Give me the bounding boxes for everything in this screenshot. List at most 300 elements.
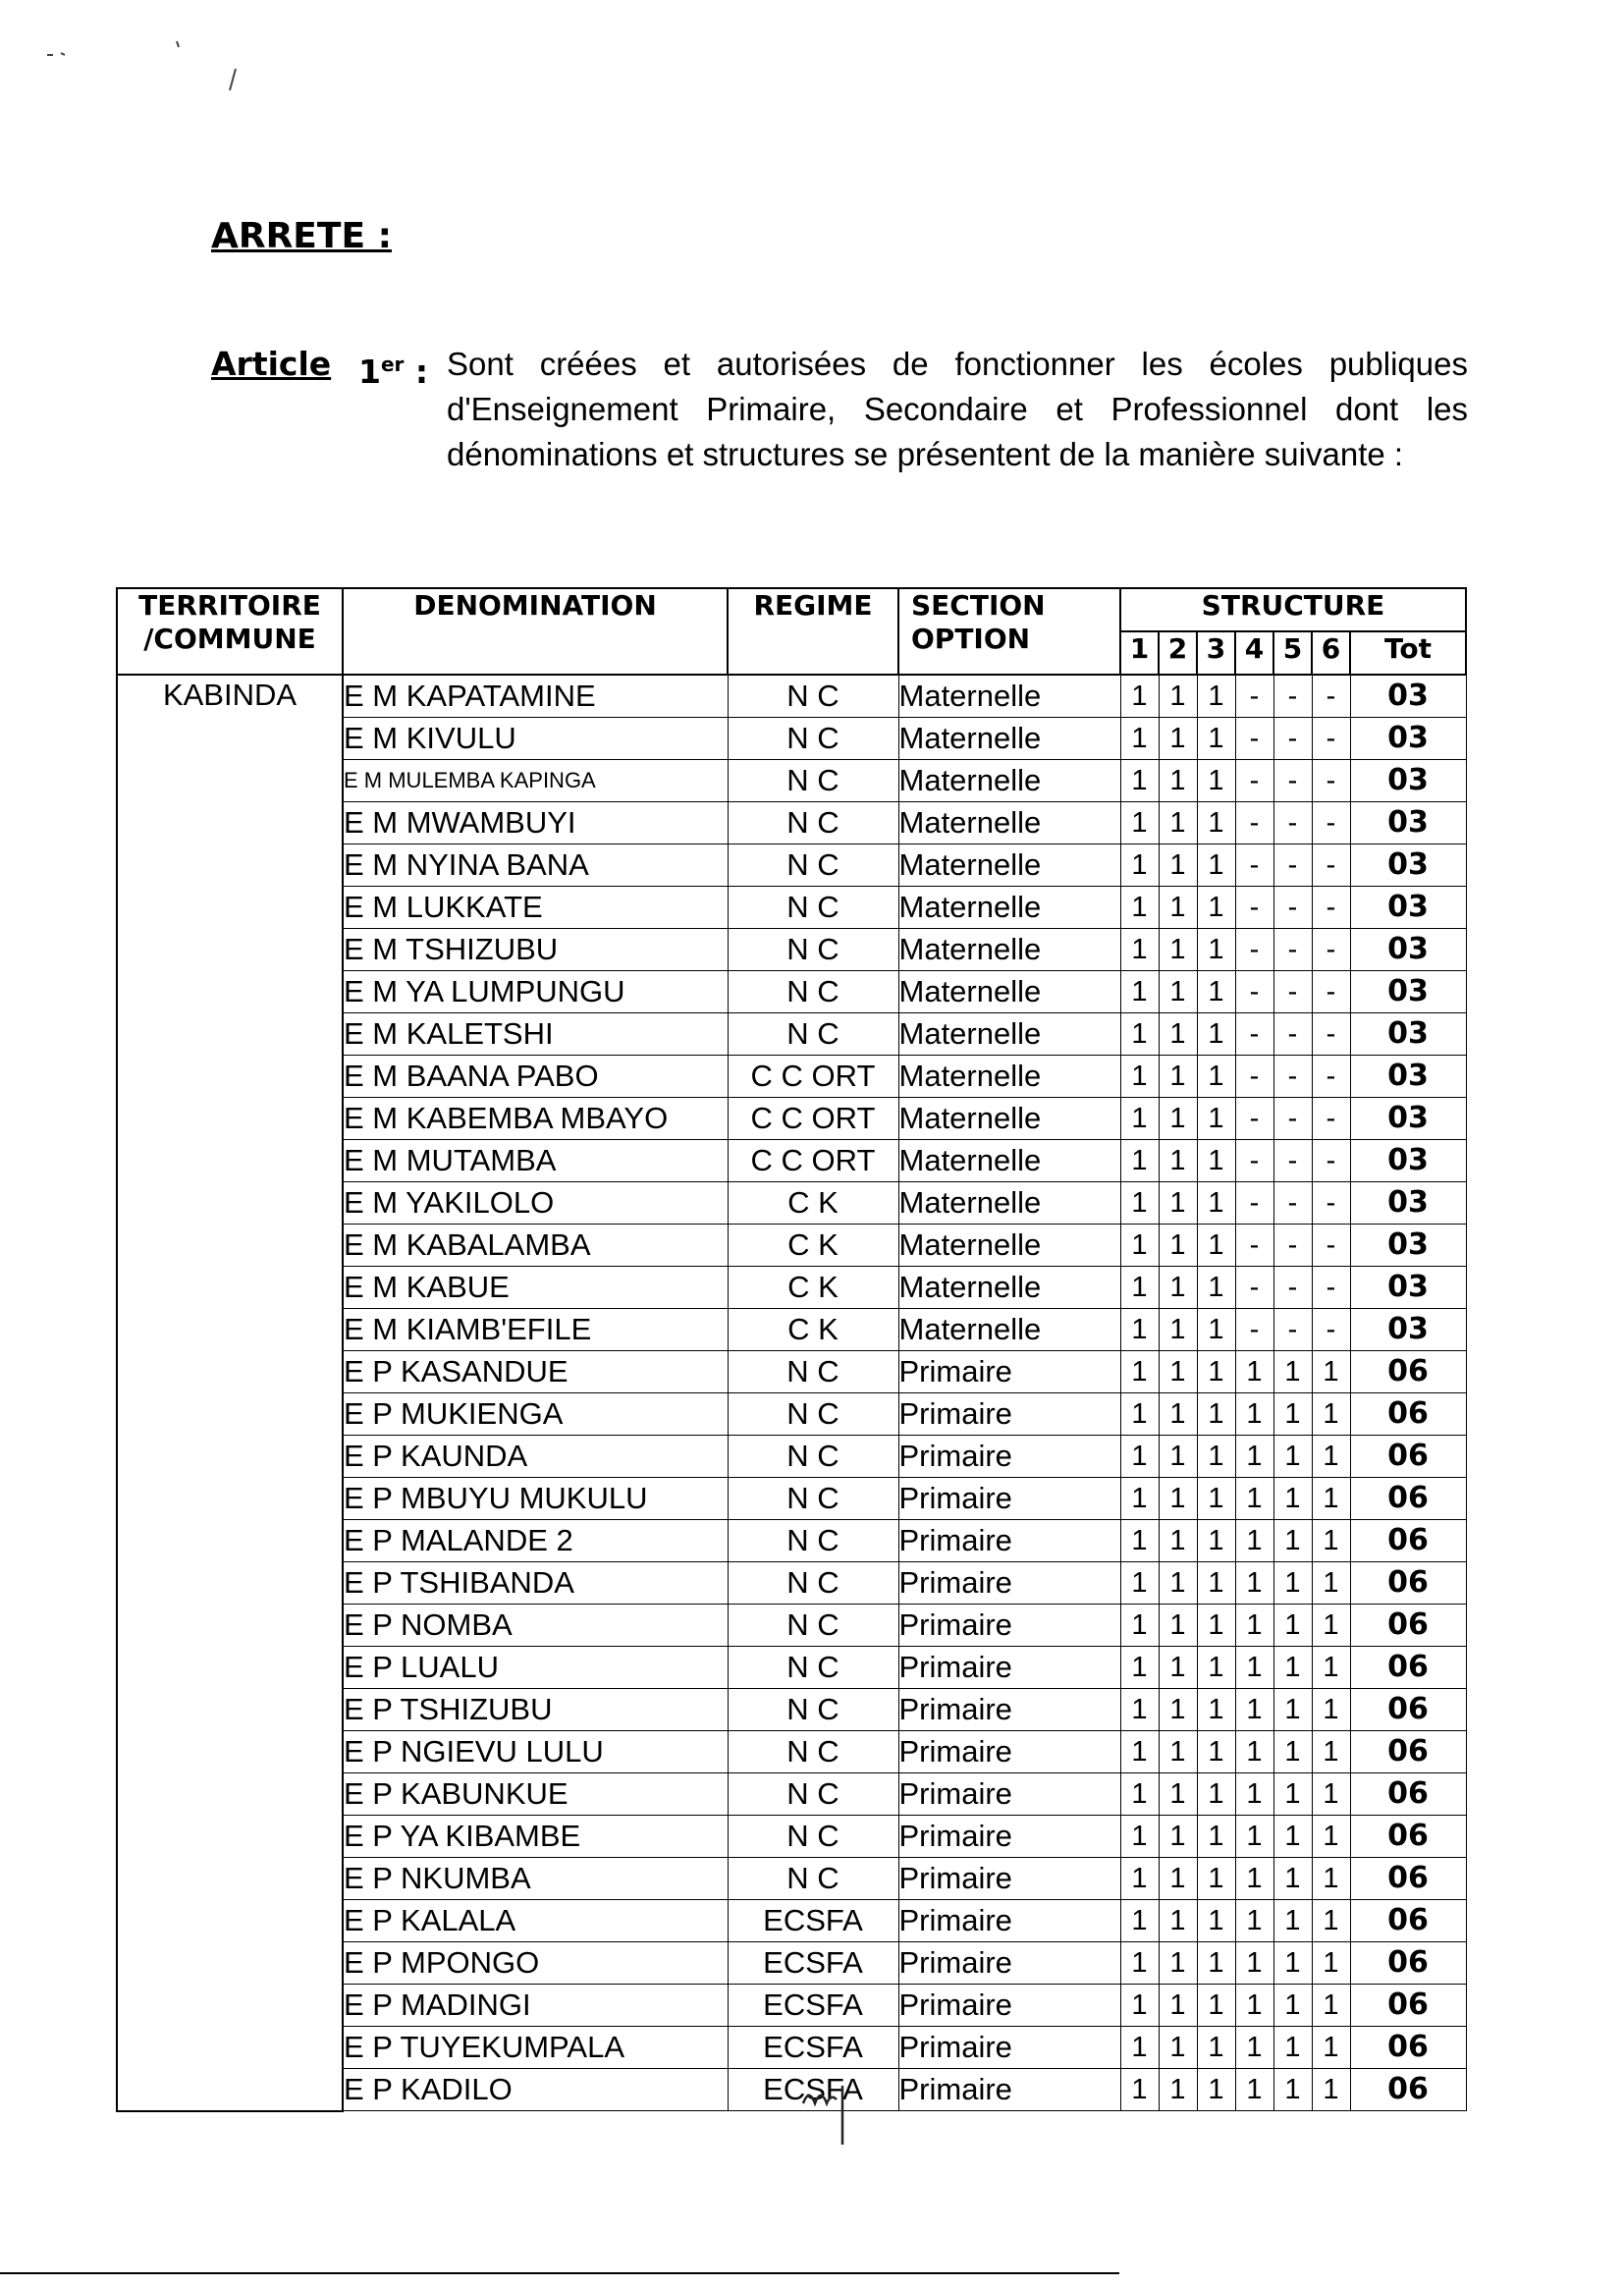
level-4-cell: -: [1235, 1225, 1273, 1267]
level-3-cell: 1: [1197, 2027, 1235, 2069]
level-6-cell: 1: [1312, 1900, 1350, 1942]
regime-cell: N C: [728, 1773, 898, 1816]
level-1-cell: 1: [1120, 971, 1159, 1013]
regime-cell: N C: [728, 971, 898, 1013]
level-3-cell: 1: [1197, 760, 1235, 802]
level-4-cell: 1: [1235, 1942, 1273, 1985]
section-cell: Primaire: [898, 1942, 1120, 1985]
level-1-cell: 1: [1120, 844, 1159, 887]
total-cell: 06: [1350, 1605, 1466, 1647]
denomination-cell: E M KALETSHI: [343, 1013, 728, 1056]
section-cell: Primaire: [898, 1393, 1120, 1436]
level-5-cell: -: [1273, 844, 1312, 887]
level-6-cell: -: [1312, 1056, 1350, 1098]
level-3-cell: 1: [1197, 1562, 1235, 1605]
regime-cell: N C: [728, 887, 898, 929]
level-5-cell: 1: [1273, 1393, 1312, 1436]
denomination-cell: E P MPONGO: [343, 1942, 728, 1985]
level-4-cell: 1: [1235, 1858, 1273, 1900]
total-cell: 06: [1350, 1520, 1466, 1562]
regime-cell: N C: [728, 675, 898, 718]
level-3-cell: 1: [1197, 971, 1235, 1013]
section-cell: Primaire: [898, 1436, 1120, 1478]
level-4-cell: 1: [1235, 2027, 1273, 2069]
regime-cell: N C: [728, 1436, 898, 1478]
level-2-cell: 1: [1159, 1900, 1197, 1942]
level-4-cell: 1: [1235, 1562, 1273, 1605]
header-level-6: 6: [1312, 631, 1350, 675]
level-2-cell: 1: [1159, 1647, 1197, 1689]
level-3-cell: 1: [1197, 1858, 1235, 1900]
regime-cell: C K: [728, 1225, 898, 1267]
section-cell: Maternelle: [898, 1182, 1120, 1225]
level-6-cell: -: [1312, 1098, 1350, 1140]
level-6-cell: 1: [1312, 1393, 1350, 1436]
total-cell: 06: [1350, 2027, 1466, 2069]
level-3-cell: 1: [1197, 887, 1235, 929]
regime-cell: C K: [728, 1309, 898, 1351]
regime-cell: N C: [728, 1816, 898, 1858]
level-2-cell: 1: [1159, 1182, 1197, 1225]
level-1-cell: 1: [1120, 1436, 1159, 1478]
level-1-cell: 1: [1120, 1900, 1159, 1942]
level-3-cell: 1: [1197, 718, 1235, 760]
level-2-cell: 1: [1159, 1689, 1197, 1731]
section-cell: Primaire: [898, 1562, 1120, 1605]
level-1-cell: 1: [1120, 1773, 1159, 1816]
level-6-cell: 1: [1312, 1773, 1350, 1816]
level-4-cell: 1: [1235, 1605, 1273, 1647]
denomination-cell: E P NKUMBA: [343, 1858, 728, 1900]
denomination-cell: E P YA KIBAMBE: [343, 1816, 728, 1858]
section-cell: Primaire: [898, 1520, 1120, 1562]
level-2-cell: 1: [1159, 1267, 1197, 1309]
denomination-cell: E M KAPATAMINE: [343, 675, 728, 718]
regime-cell: N C: [728, 1647, 898, 1689]
total-cell: 03: [1350, 1013, 1466, 1056]
level-5-cell: -: [1273, 1182, 1312, 1225]
denomination-cell: E P NOMBA: [343, 1605, 728, 1647]
level-1-cell: 1: [1120, 929, 1159, 971]
section-cell: Primaire: [898, 1816, 1120, 1858]
level-6-cell: -: [1312, 802, 1350, 844]
section-cell: Maternelle: [898, 971, 1120, 1013]
table-row: [117, 675, 1466, 718]
level-1-cell: 1: [1120, 887, 1159, 929]
level-5-cell: -: [1273, 760, 1312, 802]
level-6-cell: -: [1312, 1182, 1350, 1225]
total-cell: 03: [1350, 718, 1466, 760]
total-cell: 06: [1350, 1478, 1466, 1520]
section-cell: Maternelle: [898, 1013, 1120, 1056]
level-4-cell: -: [1235, 1182, 1273, 1225]
level-4-cell: -: [1235, 675, 1273, 718]
article-number: 1er :: [358, 353, 429, 391]
level-6-cell: -: [1312, 971, 1350, 1013]
denomination-cell: E P TUYEKUMPALA: [343, 2027, 728, 2069]
level-5-cell: -: [1273, 1140, 1312, 1182]
section-cell: Primaire: [898, 2069, 1120, 2111]
regime-cell: C C ORT: [728, 1140, 898, 1182]
level-3-cell: 1: [1197, 2069, 1235, 2111]
level-6-cell: -: [1312, 760, 1350, 802]
level-1-cell: 1: [1120, 1689, 1159, 1731]
regime-cell: N C: [728, 1689, 898, 1731]
level-5-cell: -: [1273, 1267, 1312, 1309]
denomination-cell: E P NGIEVU LULU: [343, 1731, 728, 1773]
level-1-cell: 1: [1120, 718, 1159, 760]
header-level-4: 4: [1235, 631, 1273, 675]
regime-cell: N C: [728, 1858, 898, 1900]
level-3-cell: 1: [1197, 1942, 1235, 1985]
article-text: Sont créées et autorisées de fonctionner les écoles publiques d'Enseignement Primaire, Secondaire et Professionnel dont les dénominations et structures se présentent de la manière suivante :: [447, 346, 1468, 472]
level-6-cell: -: [1312, 1267, 1350, 1309]
total-cell: 03: [1350, 802, 1466, 844]
regime-cell: N C: [728, 1562, 898, 1605]
denomination-cell: E M KABEMBA MBAYO: [343, 1098, 728, 1140]
level-1-cell: 1: [1120, 1225, 1159, 1267]
level-1-cell: 1: [1120, 1478, 1159, 1520]
level-6-cell: 1: [1312, 1985, 1350, 2027]
denomination-cell: E P MBUYU MUKULU: [343, 1478, 728, 1520]
level-4-cell: 1: [1235, 1731, 1273, 1773]
level-6-cell: 1: [1312, 1478, 1350, 1520]
level-4-cell: -: [1235, 760, 1273, 802]
level-3-cell: 1: [1197, 1351, 1235, 1393]
level-6-cell: -: [1312, 675, 1350, 718]
denomination-cell: E P LUALU: [343, 1647, 728, 1689]
level-3-cell: 1: [1197, 1056, 1235, 1098]
level-2-cell: 1: [1159, 1731, 1197, 1773]
denomination-cell: E M YAKILOLO: [343, 1182, 728, 1225]
denomination-cell: E P KADILO: [343, 2069, 728, 2111]
total-cell: 03: [1350, 887, 1466, 929]
header-section-option: SECTION OPTION: [898, 588, 1120, 675]
denomination-cell: E P KABUNKUE: [343, 1773, 728, 1816]
regime-cell: C C ORT: [728, 1056, 898, 1098]
level-6-cell: 1: [1312, 1689, 1350, 1731]
total-cell: 06: [1350, 1858, 1466, 1900]
level-1-cell: 1: [1120, 1267, 1159, 1309]
denomination-cell: E M KABUE: [343, 1267, 728, 1309]
section-cell: Primaire: [898, 1858, 1120, 1900]
level-4-cell: 1: [1235, 1436, 1273, 1478]
level-1-cell: 1: [1120, 1858, 1159, 1900]
section-cell: Maternelle: [898, 1098, 1120, 1140]
denomination-cell: E P KASANDUE: [343, 1351, 728, 1393]
level-5-cell: 1: [1273, 1985, 1312, 2027]
total-cell: 03: [1350, 1098, 1466, 1140]
level-6-cell: 1: [1312, 1520, 1350, 1562]
total-cell: 06: [1350, 1731, 1466, 1773]
section-cell: Maternelle: [898, 675, 1120, 718]
level-2-cell: 1: [1159, 1140, 1197, 1182]
level-4-cell: 1: [1235, 1393, 1273, 1436]
level-3-cell: 1: [1197, 1520, 1235, 1562]
level-1-cell: 1: [1120, 1562, 1159, 1605]
level-4-cell: -: [1235, 1056, 1273, 1098]
header-level-1: 1: [1120, 631, 1159, 675]
level-2-cell: 1: [1159, 929, 1197, 971]
level-5-cell: 1: [1273, 1605, 1312, 1647]
section-cell: Maternelle: [898, 1056, 1120, 1098]
level-3-cell: 1: [1197, 1689, 1235, 1731]
total-cell: 06: [1350, 1647, 1466, 1689]
level-6-cell: 1: [1312, 1351, 1350, 1393]
level-3-cell: 1: [1197, 1013, 1235, 1056]
level-3-cell: 1: [1197, 1225, 1235, 1267]
level-3-cell: 1: [1197, 1647, 1235, 1689]
total-cell: 06: [1350, 1562, 1466, 1605]
level-2-cell: 1: [1159, 1985, 1197, 2027]
scan-marks: [39, 0, 295, 108]
total-cell: 06: [1350, 1351, 1466, 1393]
level-3-cell: 1: [1197, 1182, 1235, 1225]
section-cell: Primaire: [898, 1900, 1120, 1942]
total-cell: 06: [1350, 1985, 1466, 2027]
level-3-cell: 1: [1197, 1309, 1235, 1351]
level-2-cell: 1: [1159, 1562, 1197, 1605]
level-2-cell: 1: [1159, 1351, 1197, 1393]
section-cell: Primaire: [898, 1351, 1120, 1393]
level-1-cell: 1: [1120, 1605, 1159, 1647]
level-5-cell: -: [1273, 887, 1312, 929]
section-cell: Primaire: [898, 1985, 1120, 2027]
header-level-2: 2: [1159, 631, 1197, 675]
level-4-cell: -: [1235, 1267, 1273, 1309]
level-5-cell: 1: [1273, 1816, 1312, 1858]
level-2-cell: 1: [1159, 1013, 1197, 1056]
regime-cell: N C: [728, 1013, 898, 1056]
level-4-cell: 1: [1235, 1773, 1273, 1816]
header-level-5: 5: [1273, 631, 1312, 675]
header-denomination: DENOMINATION: [343, 588, 728, 675]
level-4-cell: -: [1235, 1013, 1273, 1056]
level-2-cell: 1: [1159, 718, 1197, 760]
level-5-cell: 1: [1273, 1731, 1312, 1773]
level-1-cell: 1: [1120, 675, 1159, 718]
schools-table: [116, 587, 1467, 2112]
header-structure: STRUCTURE: [1120, 588, 1466, 631]
level-2-cell: 1: [1159, 1942, 1197, 1985]
total-cell: 06: [1350, 1773, 1466, 1816]
level-2-cell: 1: [1159, 760, 1197, 802]
denomination-cell: E P MUKIENGA: [343, 1393, 728, 1436]
level-5-cell: -: [1273, 929, 1312, 971]
level-2-cell: 1: [1159, 1520, 1197, 1562]
level-2-cell: 1: [1159, 1098, 1197, 1140]
level-4-cell: -: [1235, 971, 1273, 1013]
level-3-cell: 1: [1197, 1267, 1235, 1309]
denomination-cell: E M LUKKATE: [343, 887, 728, 929]
level-3-cell: 1: [1197, 1985, 1235, 2027]
level-4-cell: 1: [1235, 1689, 1273, 1731]
level-1-cell: 1: [1120, 1182, 1159, 1225]
total-cell: 03: [1350, 844, 1466, 887]
level-1-cell: 1: [1120, 1816, 1159, 1858]
level-5-cell: -: [1273, 802, 1312, 844]
total-cell: 03: [1350, 675, 1466, 718]
initials-signature: [797, 2074, 876, 2152]
regime-cell: N C: [728, 760, 898, 802]
level-6-cell: 1: [1312, 1647, 1350, 1689]
header-level-3: 3: [1197, 631, 1235, 675]
level-1-cell: 1: [1120, 1056, 1159, 1098]
level-6-cell: -: [1312, 887, 1350, 929]
regime-cell: N C: [728, 1520, 898, 1562]
section-cell: Primaire: [898, 1731, 1120, 1773]
header-regime: REGIME: [728, 588, 898, 675]
total-cell: 03: [1350, 1056, 1466, 1098]
level-1-cell: 1: [1120, 1647, 1159, 1689]
total-cell: 06: [1350, 1436, 1466, 1478]
level-4-cell: 1: [1235, 1647, 1273, 1689]
level-1-cell: 1: [1120, 1520, 1159, 1562]
section-cell: Maternelle: [898, 760, 1120, 802]
level-4-cell: 1: [1235, 1816, 1273, 1858]
level-1-cell: 1: [1120, 2027, 1159, 2069]
level-5-cell: 1: [1273, 1689, 1312, 1731]
level-2-cell: 1: [1159, 844, 1197, 887]
level-4-cell: -: [1235, 929, 1273, 971]
total-cell: 03: [1350, 1182, 1466, 1225]
level-6-cell: 1: [1312, 1942, 1350, 1985]
level-1-cell: 1: [1120, 1013, 1159, 1056]
level-4-cell: 1: [1235, 1351, 1273, 1393]
level-3-cell: 1: [1197, 929, 1235, 971]
denomination-cell: E P MALANDE 2: [343, 1520, 728, 1562]
level-3-cell: 1: [1197, 1773, 1235, 1816]
denomination-cell: E M MUTAMBA: [343, 1140, 728, 1182]
section-cell: Maternelle: [898, 844, 1120, 887]
regime-cell: ECSFA: [728, 1900, 898, 1942]
total-cell: 03: [1350, 1309, 1466, 1351]
level-1-cell: 1: [1120, 1140, 1159, 1182]
level-3-cell: 1: [1197, 844, 1235, 887]
level-1-cell: 1: [1120, 1393, 1159, 1436]
level-6-cell: -: [1312, 1225, 1350, 1267]
level-1-cell: 1: [1120, 2069, 1159, 2111]
level-4-cell: 1: [1235, 1985, 1273, 2027]
section-cell: Maternelle: [898, 718, 1120, 760]
regime-cell: N C: [728, 1731, 898, 1773]
level-6-cell: 1: [1312, 1731, 1350, 1773]
level-5-cell: 1: [1273, 1562, 1312, 1605]
table-body: [117, 675, 1466, 2111]
regime-cell: N C: [728, 1478, 898, 1520]
regime-cell: C C ORT: [728, 1098, 898, 1140]
regime-cell: ECSFA: [728, 1942, 898, 1985]
denomination-cell: E M KIVULU: [343, 718, 728, 760]
level-6-cell: -: [1312, 1140, 1350, 1182]
level-5-cell: -: [1273, 1013, 1312, 1056]
total-cell: 06: [1350, 1393, 1466, 1436]
section-cell: Maternelle: [898, 1140, 1120, 1182]
level-1-cell: 1: [1120, 760, 1159, 802]
level-6-cell: 1: [1312, 1816, 1350, 1858]
regime-cell: ECSFA: [728, 1985, 898, 2027]
level-4-cell: 1: [1235, 1520, 1273, 1562]
level-1-cell: 1: [1120, 1942, 1159, 1985]
level-4-cell: 1: [1235, 1900, 1273, 1942]
section-cell: Maternelle: [898, 887, 1120, 929]
level-5-cell: 1: [1273, 2027, 1312, 2069]
level-1-cell: 1: [1120, 1309, 1159, 1351]
section-cell: Primaire: [898, 1773, 1120, 1816]
total-cell: 06: [1350, 2069, 1466, 2111]
total-cell: 03: [1350, 1225, 1466, 1267]
decree-title: ARRETE :: [211, 216, 392, 256]
section-cell: Primaire: [898, 1478, 1120, 1520]
level-5-cell: -: [1273, 675, 1312, 718]
level-2-cell: 1: [1159, 1605, 1197, 1647]
regime-cell: N C: [728, 718, 898, 760]
level-6-cell: 1: [1312, 1858, 1350, 1900]
level-2-cell: 1: [1159, 1436, 1197, 1478]
denomination-cell: E M TSHIZUBU: [343, 929, 728, 971]
section-cell: Primaire: [898, 1647, 1120, 1689]
level-2-cell: 1: [1159, 675, 1197, 718]
section-cell: Maternelle: [898, 1267, 1120, 1309]
level-2-cell: 1: [1159, 1056, 1197, 1098]
level-2-cell: 1: [1159, 1478, 1197, 1520]
denomination-cell: E P TSHIZUBU: [343, 1689, 728, 1731]
level-3-cell: 1: [1197, 1393, 1235, 1436]
level-5-cell: 1: [1273, 1478, 1312, 1520]
denomination-cell: E M BAANA PABO: [343, 1056, 728, 1098]
level-1-cell: 1: [1120, 1351, 1159, 1393]
level-5-cell: 1: [1273, 1436, 1312, 1478]
regime-cell: C K: [728, 1267, 898, 1309]
total-cell: 06: [1350, 1816, 1466, 1858]
level-1-cell: 1: [1120, 1098, 1159, 1140]
level-6-cell: 1: [1312, 1562, 1350, 1605]
level-6-cell: -: [1312, 844, 1350, 887]
regime-cell: N C: [728, 1605, 898, 1647]
regime-cell: C K: [728, 1182, 898, 1225]
level-5-cell: -: [1273, 1056, 1312, 1098]
level-5-cell: 1: [1273, 1773, 1312, 1816]
level-3-cell: 1: [1197, 1478, 1235, 1520]
denomination-cell: E P KALALA: [343, 1900, 728, 1942]
level-4-cell: -: [1235, 1140, 1273, 1182]
denomination-cell: E M MULEMBA KAPINGA: [343, 760, 728, 802]
denomination-cell: E P TSHIBANDA: [343, 1562, 728, 1605]
section-cell: Primaire: [898, 2027, 1120, 2069]
regime-cell: N C: [728, 1351, 898, 1393]
level-2-cell: 1: [1159, 1858, 1197, 1900]
level-2-cell: 1: [1159, 1393, 1197, 1436]
level-5-cell: 1: [1273, 1351, 1312, 1393]
level-4-cell: 1: [1235, 2069, 1273, 2111]
level-5-cell: 1: [1273, 1900, 1312, 1942]
article-label: Article: [211, 345, 332, 383]
denomination-cell: E M KABALAMBA: [343, 1225, 728, 1267]
denomination-cell: E P KAUNDA: [343, 1436, 728, 1478]
section-cell: Maternelle: [898, 929, 1120, 971]
level-2-cell: 1: [1159, 1773, 1197, 1816]
level-6-cell: -: [1312, 718, 1350, 760]
regime-cell: N C: [728, 802, 898, 844]
level-6-cell: -: [1312, 1309, 1350, 1351]
section-cell: Primaire: [898, 1689, 1120, 1731]
total-cell: 06: [1350, 1942, 1466, 1985]
section-cell: Maternelle: [898, 1309, 1120, 1351]
regime-cell: N C: [728, 929, 898, 971]
level-3-cell: 1: [1197, 1816, 1235, 1858]
level-5-cell: -: [1273, 718, 1312, 760]
regime-cell: ECSFA: [728, 2069, 898, 2111]
